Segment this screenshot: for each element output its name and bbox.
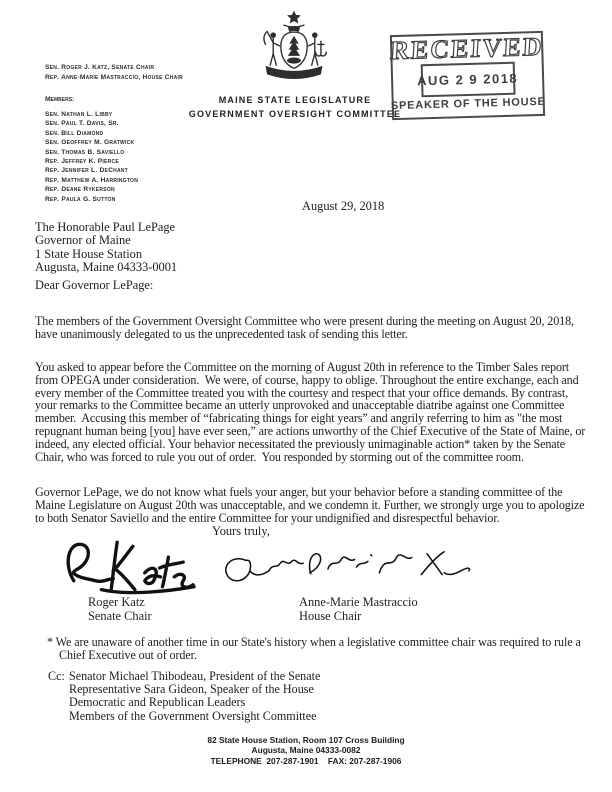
closing-line: Yours truly, — [212, 524, 270, 538]
salutation: Dear Governor LePage: — [35, 278, 154, 292]
member-name: Sen. Thomas B. Saviello — [45, 148, 125, 156]
maine-state-seal-icon — [255, 9, 333, 94]
recipient-line: Governor of Maine — [35, 233, 131, 248]
member-name: Sen. Geoffrey M. Gratwick — [45, 139, 135, 147]
recipient-address — [35, 221, 177, 275]
signer-title: House Chair — [299, 609, 362, 623]
cc-item: Representative Sara Gideon, Speaker of the House — [69, 682, 314, 697]
member-name: Rep. Jennifer L. DeChant — [45, 167, 128, 175]
members-label: Members: — [45, 96, 75, 103]
received-stamp-word: RECEIVED — [389, 31, 545, 66]
member-name: Sen. Bill Diamond — [45, 129, 104, 137]
recipient-line: 1 State House Station — [35, 246, 143, 261]
org-line-1: MAINE STATE LEGISLATURE — [218, 95, 372, 105]
letterhead-footer — [0, 735, 612, 766]
cc-label: Cc: — [48, 669, 65, 683]
signer-block-katz — [88, 595, 152, 623]
received-stamp — [390, 31, 545, 120]
member-name: Sen. Nathan L. Libby — [45, 111, 113, 118]
received-stamp-office: SPEAKER OF THE HOUSE — [390, 95, 546, 113]
footer-line: TELEPHONE 207-287-1901 FAX: 207-287-1906 — [210, 755, 402, 766]
footnote: * We are unaware of another time in our State's history when a legislative committee chair was required to rule a Chief Executive out of order. — [47, 635, 581, 663]
received-stamp-date: AUG 2 9 2018 — [416, 70, 519, 89]
letterhead-chairs — [45, 63, 183, 83]
member-name: Rep. Paula G. Sutton — [45, 195, 116, 203]
cc-items — [69, 670, 320, 723]
cc-item: Senator Michael Thibodeau, President of the Senate — [69, 669, 321, 683]
anne-marie-mastraccio-signature-icon — [212, 548, 480, 593]
footer-line: 82 State House Station, Room 107 Cross Building — [207, 735, 405, 745]
member-name: Sen. Paul T. Davis, Sr. — [45, 120, 119, 128]
member-name: Rep. Deane Rykerson — [45, 186, 115, 194]
members-list — [45, 110, 138, 204]
body-paragraph-3: Governor LePage, we do not know what fuels your anger, but your behavior before a standing committee of the Maine Legislature on August 20th was unacceptable, and we condemn it. Further, we strongly urge you to apologize to both Senator Saviello and the entire Committee for your undignified and disrespectful behavior. — [35, 485, 588, 525]
member-name: Rep. Jeffrey K. Pierce — [45, 158, 119, 166]
roger-katz-signature-icon — [58, 535, 196, 602]
signer-name: Roger Katz — [88, 595, 145, 609]
letterhead-chair-line: Rep. Anne-Marie Mastraccio, House Chair — [45, 74, 184, 81]
org-line-2: GOVERNMENT OVERSIGHT COMMITTEE — [188, 108, 402, 119]
body-paragraph-2: You asked to appear before the Committee on the morning of August 20th in reference to the Timber Sales report from OPEGA under consideration. We were, of course, happy to oblige. Throughout the entire exchange, each and every member of the Committee treated you with the courtesy and respect that your office demands. By contrast, your remarks to the Committee became an utterly unprovoked and unacceptable diatribe against one Committee member. Accusing this member of “fabricating things for eight years” and angrily referring to him as "the most repugnant human being [you] have ever seen,” are actions unworthy of the Chief Executive of the State of Maine, or indeed, any elected official. Your behavior necessitated the previously unimaginable action* taken by the Senate Chair, who was forced to rule you out of order. You responded by storming out of the committee room. — [35, 360, 589, 464]
letterhead-chair-line: Sen. Roger J. Katz, Senate Chair — [45, 64, 155, 71]
member-name: Rep. Matthew A. Harrington — [45, 176, 139, 184]
cc-item: Members of the Government Oversight Committee — [69, 708, 317, 723]
letter-date: August 29, 2018 — [302, 199, 385, 213]
received-stamp-date-box — [416, 62, 519, 98]
signer-title: Senate Chair — [88, 609, 152, 623]
body-paragraph-1: The members of the Government Oversight Committee who were present during the meeting on August 20, 2018, have unanimously delegated to us the unprecedented task of sending this letter. — [35, 314, 577, 341]
cc-item: Democratic and Republican Leaders — [69, 695, 246, 710]
cc-block — [48, 670, 320, 723]
letterhead-org-name — [189, 94, 402, 121]
footer-line: Augusta, Maine 04333-0082 — [251, 745, 361, 756]
recipient-line: Augusta, Maine 04333-0001 — [35, 260, 178, 275]
recipient-line: The Honorable Paul LePage — [35, 220, 176, 234]
signer-block-mastraccio — [299, 595, 418, 623]
signer-name: Anne-Marie Mastraccio — [299, 595, 418, 609]
